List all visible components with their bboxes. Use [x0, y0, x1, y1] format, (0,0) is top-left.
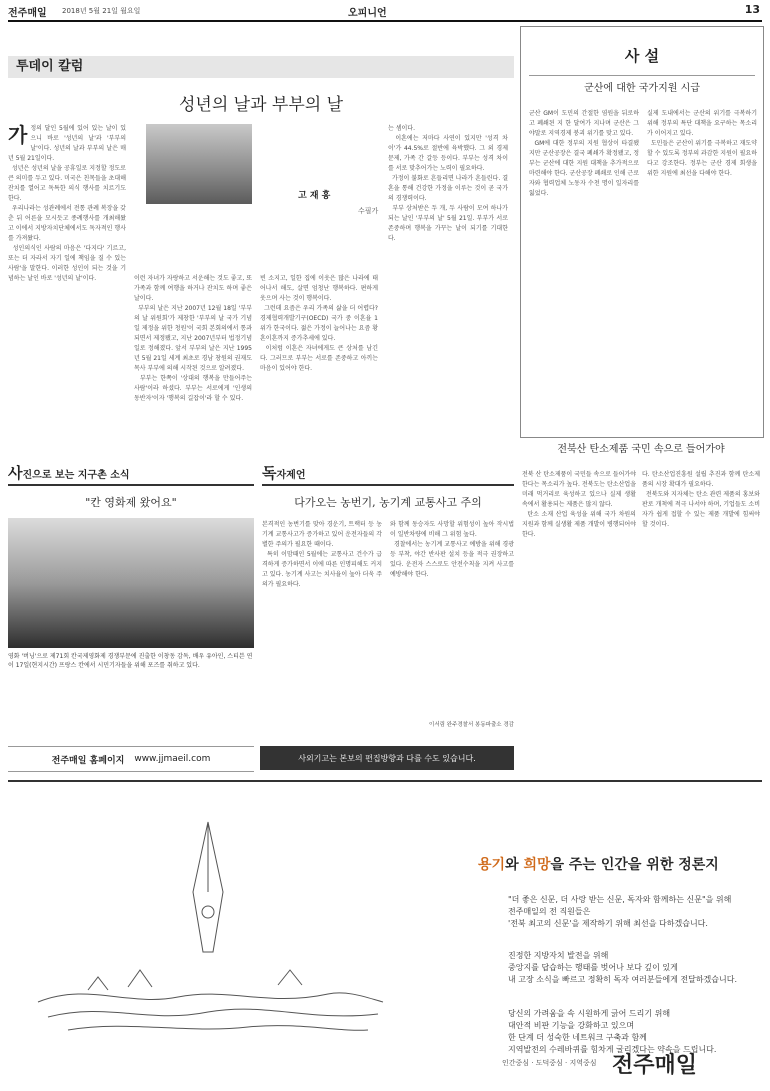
column-col2: [134, 124, 252, 452]
photo-news-label-initial: 사: [8, 464, 23, 482]
ad-para-1-line: '전북 최고의 신문'을 제작하기 위해 최선을 다하겠습니다.: [508, 919, 708, 928]
disclaimer-text: 사외기고는 본보의 편집방향과 다를 수도 있습니다.: [298, 753, 476, 763]
homepage-label: 전주매일 홈페이지: [51, 755, 125, 766]
author-name: 고 재 홍: [298, 191, 331, 201]
ad-headline-connector: 와: [505, 857, 524, 873]
column-body-4: 는 셈이다. 이혼에는 저마다 사연이 있지만 '성격 차이'가 44.5%로 절반에 육박했다. 그 외 경제 문제, 가족 간 갈등 등이다. 부부는 성격 차이를 서로 맞추어가는 노력이 필요하다. 가정이 불화로 흔들리면 나라가 흔들린다. 결혼을 통해 건강한 가정을 이루는 것이 곧 국가의 경쟁력이다. 부부 상처받은 두 개, 두 사람이 모여 하나가 되는 날인 '부부의 날' 5월 21일. 부부가 서로 존중하며 행복을 가꾸는 날이 되기를 기대한다.: [388, 125, 508, 242]
contribution-body-b: 와 함께 동승자도 사망할 위험성이 높아 작시법이 일반차량에 비해 그 위험 높다. 경찰에서는 농기계 교통사고 예방을 위해 경광등 부착, 야간 반사판 설치 등을 적극 권장하고 있다. 운전자 스스로도 안전수칙을 지켜 사고를 예방해야 한다.: [390, 521, 514, 578]
editorial-rule: [529, 75, 755, 76]
drop-cap: 가: [8, 123, 28, 147]
ad-para-3-line: 대안적 비판 기능을 강화하고 있으며: [508, 1021, 635, 1030]
editorial-title-1: 군산에 대한 국가지원 시급: [584, 83, 700, 94]
ad-para-2-line: 중앙지를 답습하는 행태를 벗어나 보다 깊이 있게: [508, 963, 678, 972]
column-body-3: 빈 소지고, 일한 집에 이웃은 많은 나라에 태어나서 해도, 살면 엄청난 행복하다. 편하게 웃으며 사는 것이 행복이다. 그런데 요즘은 우리 가족의 삶을 더 어렵다? 경제협력개발기구(OECD) 국가 중 이혼율 1위가 한국이다. 젊은 가정이 늘어나는 요즘 황혼이혼까지 증가추세에 있다. 이처럼 이혼은 자녀에게도 큰 상처를 남긴다. 그러므로 부부는 서로를 존중하고 아끼는 마음이 있어야 한다.: [260, 275, 378, 372]
ad-para-3-line: 한 단계 더 성숙한 네트워크 구축과 함께: [508, 1033, 647, 1042]
ad-tagline: 인간중심 · 도덕중심 · 지역중심: [502, 1059, 597, 1067]
ad-para-3-line: 지역발전의 수레바퀴를 힘차게 굴리겠다는 약속을 드립니다.: [508, 1045, 717, 1054]
editorial-section: [520, 26, 764, 438]
editorial-label: 사 설: [624, 47, 660, 65]
photo-news-section: [8, 462, 254, 742]
photo-news-label: 진으로 보는 지구촌 소식: [22, 470, 130, 481]
column-title: 성년의 날과 부부의 날: [178, 95, 343, 115]
column-col1: [8, 124, 126, 452]
contribution-byline: 이서림 완주경찰서 봉동파출소 경감: [429, 722, 514, 728]
contribution-title: 다가오는 농번기, 농기계 교통사고 주의: [294, 496, 482, 509]
ad-para-2-line: 내 고장 소식을 빠르고 정확히 독자 여러분들에게 전달하겠습니다.: [508, 975, 737, 984]
contribution-body-a: 본격적인 농번기를 맞아 경운기, 트랙터 등 농기계 교통사고가 증가하고 있어 운전자들의 각별한 주의가 필요한 때이다. 특히 이맘때인 5월에는 교통사고 건수가 급격하게 증가하면서 이에 따른 인명피해도 커지고 있다. 농기계 사고는 치사율이 높아 더욱 주의가 필요하다.: [262, 521, 382, 588]
ad-word-hope: 희망: [523, 857, 551, 873]
contribution-label-initial: 독: [262, 464, 277, 482]
disclaimer-box: [260, 746, 514, 770]
column-body-1: 정의 달인 5월에 있어 있는 날이 있으니 바로 '성년의 날'과 '부부의 날'이다. 성년의 날과 부부의 날은 매년 5월 21일이다. 성년은 성년의 날을 공휴일로 지정할 정도로 큰 의미를 두고 있다. 미국은 친목들을 초대해 잔치를 열어고 독특한 의식 행사를 치르기도 한다. 우리나라는 성관례에서 전통 관례 복장을 갖춘 뒤 어른을 모시듯고 종례행사를 개최해왔고 이에서 지방자치단체에서도 독자적인 행사를 가져왔다. 성인의식인 사람의 마음은 '다지다' 기르고, 또는 더 자라서 자기 일에 책임을 질 수 있는 사람'을 말한다. 이러한 성인이 되는 것을 기념하는 날인 바로 '성년의 날'이다.: [8, 125, 126, 282]
pen-nib-illustration: [28, 802, 388, 1042]
ad-para-2: [508, 950, 758, 986]
editorial-body-1a: 군산 GM이 도민의 간절한 염원을 뒤로하고 폐쇄된 지 한 달여가 지나며 군산은 그야말로 지역경제 붕괴 위기를 맞고 있다. GM에 대한 정부의 지원 협상이 타결됐지만 군산공장은 결국 폐쇄가 확정됐고, 정부는 군산에 대한 지원 대책을 추가적으로 마련해야 한다. 군산공장 폐쇄로 인해 근로자와 협력업체 노동자 수천 명이 일자리를 잃었다.: [529, 110, 639, 197]
author-role: 수필가: [358, 207, 379, 215]
ad-headline: [478, 854, 719, 874]
column-section: [8, 56, 514, 456]
ad-para-3-line: 당신의 가려움을 속 시원하게 긁어 드리기 위해: [508, 1009, 671, 1018]
page-number: 13: [744, 3, 760, 16]
editorial-body-2b: 다. 탄소산업진흥원 설립 추진과 함께 탄소제품의 시장 확대가 필요하다. 전북도와 지자체는 탄소 관련 제품의 홍보와 판로 개척에 적극 나서야 하며, 기업들도 소비자가 쉽게 접할 수 있는 제품 개발에 힘써야 할 것이다.: [642, 471, 760, 528]
contribution-label: 자제언: [276, 470, 306, 481]
ad-banner: [8, 780, 762, 1086]
header-rule: [8, 20, 762, 22]
column-body-2: 이런 자녀가 자랑하고 서운해는 것도 좋고, 또 가족과 함께 여행을 하거나 잔치도 하며 좋은 날이다. 부부의 날은 지난 2007년 12월 18일 '부부의 날 위원회'가 제창한 '부부의 날 국가 기념일 제정을 위한 청원'이 국회 본회의에서 통과되면서 제정됐고, 지난 2007년부터 법정기념일로 정해졌다. 앞서 부부의 날은 지난 1995년 5월 21일 세계 최초로 경남 창원의 권재도 목사 부부에 의해 시작된 것으로 알려졌다. 부부는 한쪽이 '상대의 행복을 만들어주는 사람'이라 하셨다. 부부는 서로에게 '인생의 동반자'이자 '행복의 길잡이'라 할 수 있다.: [134, 275, 252, 402]
ad-word-courage: 용기: [478, 857, 506, 873]
editorial-title-2: 전북산 탄소제품 국민 속으로 들어가야: [557, 444, 725, 455]
section-name: 오피니언: [348, 8, 387, 19]
footer-bar: [8, 746, 514, 770]
contribution-section: [262, 462, 514, 742]
ad-para-1-line: 전주매일의 전 직원들은: [508, 907, 591, 916]
ad-headline-rest: 을 주는 인간을 위한 정론지: [550, 857, 719, 873]
author-photo: [146, 124, 252, 204]
photo-news-image: [8, 518, 254, 648]
photo-news-caption: 영화 '버닝'으로 제71회 칸국제영화제 경쟁부문에 진출한 이창동 감독, 배우 유아인, 스티븐 연이 17일(현지시간) 프랑스 칸에서 시민기자들을 위해 포즈를 취하고 있다.: [8, 653, 253, 669]
homepage-url[interactable]: www.jjmaeil.com: [134, 754, 211, 764]
ad-para-1: [508, 894, 758, 930]
masthead: 전주매일: [8, 8, 47, 19]
ad-para-1-line: "더 좋은 신문, 더 사랑 받는 신문, 독자와 함께하는 신문"을 위해: [508, 895, 732, 904]
photo-news-quote: "칸 영화제 왔어요": [85, 496, 177, 509]
ad-brand: 전주매일: [612, 1052, 698, 1078]
editorial-body-1b: 실제 도내에서는 군산의 위기를 극복하기 위해 정부의 특단 대책을 요구하는 목소리가 이어지고 있다. 도민들은 군산이 위기를 극복하고 재도약할 수 있도록 정부의 과감한 지원이 필요하다고 강조한다. 정부는 군산 경제 회생을 위한 지원에 최선을 다해야 한다.: [647, 110, 757, 177]
editorial-body-2a: 전북 산 탄소제품이 국민들 속으로 들어가야 한다는 목소리가 높다. 전북도는 탄소산업을 미래 먹거리로 육성하고 있으나 실제 생활 속에서 활용되는 제품은 많지 않다. 탄소 소재 산업 육성을 위해 국가 차원의 지원과 함께 실생활 제품 개발이 병행되어야 한다.: [522, 471, 636, 538]
column-label: 투데이 칼럼: [8, 56, 514, 78]
issue-date: 2018년 5월 21일 월요일: [62, 7, 141, 15]
homepage-box: [8, 746, 254, 772]
ad-para-2-line: 진정한 지방자치 발전을 위해: [508, 951, 609, 960]
